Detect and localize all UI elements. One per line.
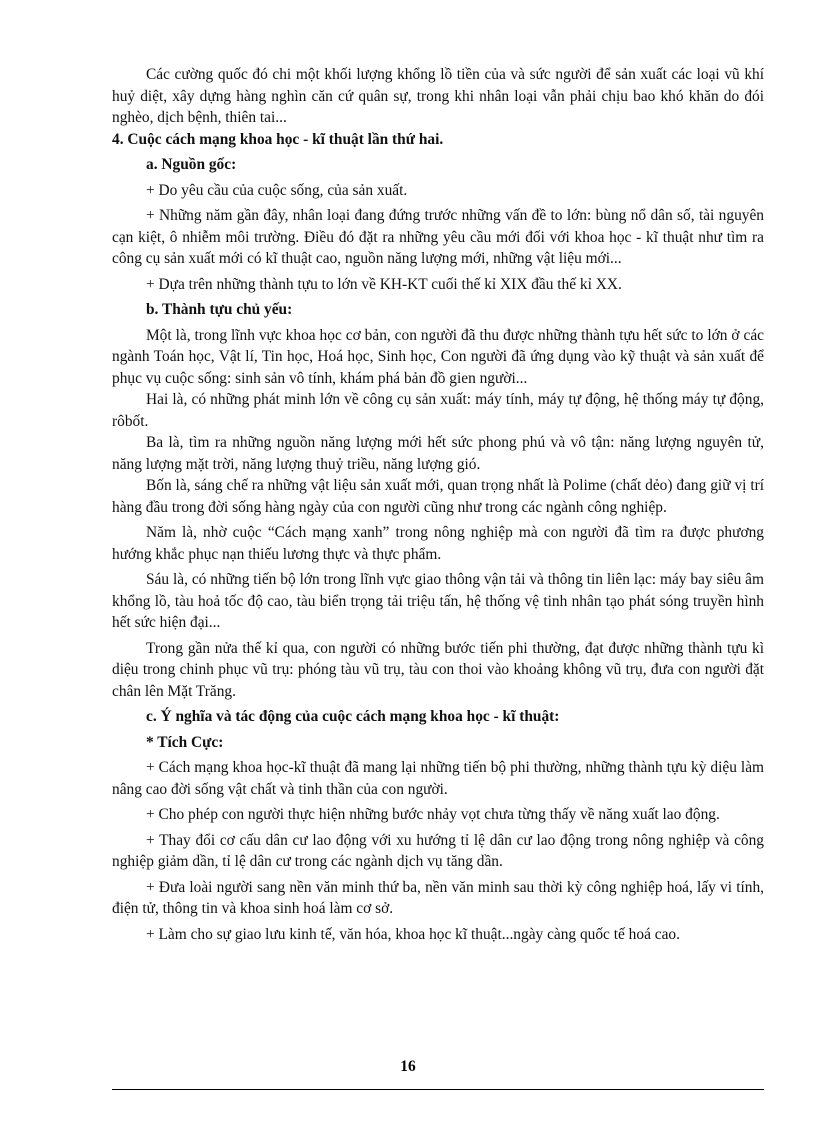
impact-item-5: + Làm cho sự giao lưu kinh tế, văn hóa, khoa học kĩ thuật...ngày càng quốc tế hoá cao.	[146, 925, 680, 943]
achievement-7: Trong gần nửa thế kỉ qua, con người có những bước tiến phi thường, đạt được những thành tựu kì diệu trong chinh phục vũ trụ: phóng tàu vũ trụ, tàu con thoi vào khoảng không vũ trụ, đưa con người đặt chân lên Mặt Trăng.	[112, 639, 764, 700]
document-page	[112, 64, 764, 949]
origin-item-2: + Những năm gần đây, nhân loại đang đứng trước những vấn đề to lớn: bùng nổ dân số, tài nguyên cạn kiệt, ô nhiễm môi trường. Điều đó đặt ra những yêu cầu mới đối với khoa học - kĩ thuật như tìm ra công cụ sản xuất mới có kĩ thuật cao, nguồn năng lượng mới, những vật liệu mới...	[112, 207, 764, 267]
achievement-1: Một là, trong lĩnh vực khoa học cơ bản, con người đã thu được những thành tựu hết sức to lớn ở các ngành Toán học, Vật lí, Tin học, Hoá học, Sinh học, Con người đã ứng dụng vào kỹ thuật và sản xuất để phục vụ cuộc sống: sinh sản vô tính, khám phá bản đồ gien người...	[112, 326, 764, 387]
intro-paragraph: Các cường quốc đó chi một khối lượng khổng lồ tiền của và sức người để sản xuất các loại vũ khí huỷ diệt, xây dựng hàng nghìn căn cứ quân sự, trong khi nhân loại vẫn phải chịu bao khó khăn do đói nghèo, dịch bệnh, thiên tai...	[112, 66, 764, 126]
page-number: 16	[400, 1058, 416, 1075]
subsection-b-heading: b. Thành tựu chủ yếu:	[146, 301, 293, 318]
achievement-3: Ba là, tìm ra những nguồn năng lượng mới hết sức phong phú và vô tận: năng lượng nguyên tử, năng lượng mặt trời, năng lượng thuỷ triều, năng lượng gió.	[112, 434, 764, 473]
subsection-a-heading: a. Nguồn gốc:	[146, 156, 237, 173]
achievement-4: Bốn là, sáng chế ra những vật liệu sản xuất mới, quan trọng nhất là Polime (chất dẻo) đang giữ vị trí hàng đầu trong đời sống hàng ngày của con người cũng như trong các ngành công nghiệp.	[112, 477, 764, 516]
impact-item-1: + Cách mạng khoa học-kĩ thuật đã mang lại những tiến bộ phi thường, những thành tựu kỳ diệu làm nâng cao đời sống vật chất và tinh thần của con người.	[112, 759, 764, 798]
achievement-5: Năm là, nhờ cuộc “Cách mạng xanh” trong nông nghiệp mà con người đã tìm ra được phương hướng khắc phục nạn thiếu lương thực và thực phẩm.	[112, 524, 764, 563]
footer-rule	[112, 1089, 764, 1090]
impact-item-4: + Đưa loài người sang nền văn minh thứ ba, nền văn minh sau thời kỳ công nghiệp hoá, lấy vi tính, điện tử, thông tin và khoa sinh hoá làm cơ sở.	[112, 878, 764, 917]
origin-item-1: + Do yêu cầu của cuộc sống, của sản xuất.	[146, 181, 408, 199]
achievement-2: Hai là, có những phát minh lớn về công cụ sản xuất: máy tính, máy tự động, hệ thống máy tự động, rôbốt.	[112, 391, 764, 430]
achievement-6: Sáu là, có những tiến bộ lớn trong lĩnh vực giao thông vận tải và thông tin liên lạc: máy bay siêu âm khổng lồ, tàu hoả tốc độ cao, tàu biển trọng tải triệu tấn, hệ thống vệ tinh nhân tạo phát sóng truyền hình hết sức hiện đại...	[112, 571, 764, 631]
impact-item-3: + Thay đổi cơ cấu dân cư lao động với xu hướng tỉ lệ dân cư lao động trong nông nghiệp và công nghiệp giảm dần, tỉ lệ dân cư trong các ngành dịch vụ tăng dần.	[112, 831, 764, 870]
section-4-heading: 4. Cuộc cách mạng khoa học - kĩ thuật lần thứ hai.	[112, 130, 444, 148]
subsection-c-heading: c. Ý nghĩa và tác động của cuộc cách mạng khoa học - kĩ thuật:	[146, 708, 560, 725]
impact-item-2: + Cho phép con người thực hiện những bước nhảy vọt chưa từng thấy về năng xuất lao động.	[146, 806, 720, 823]
positive-heading: * Tích Cực:	[146, 733, 224, 751]
origin-item-3: + Dựa trên những thành tựu to lớn về KH-KT cuối thế kỉ XIX đầu thế kỉ XX.	[146, 275, 622, 293]
